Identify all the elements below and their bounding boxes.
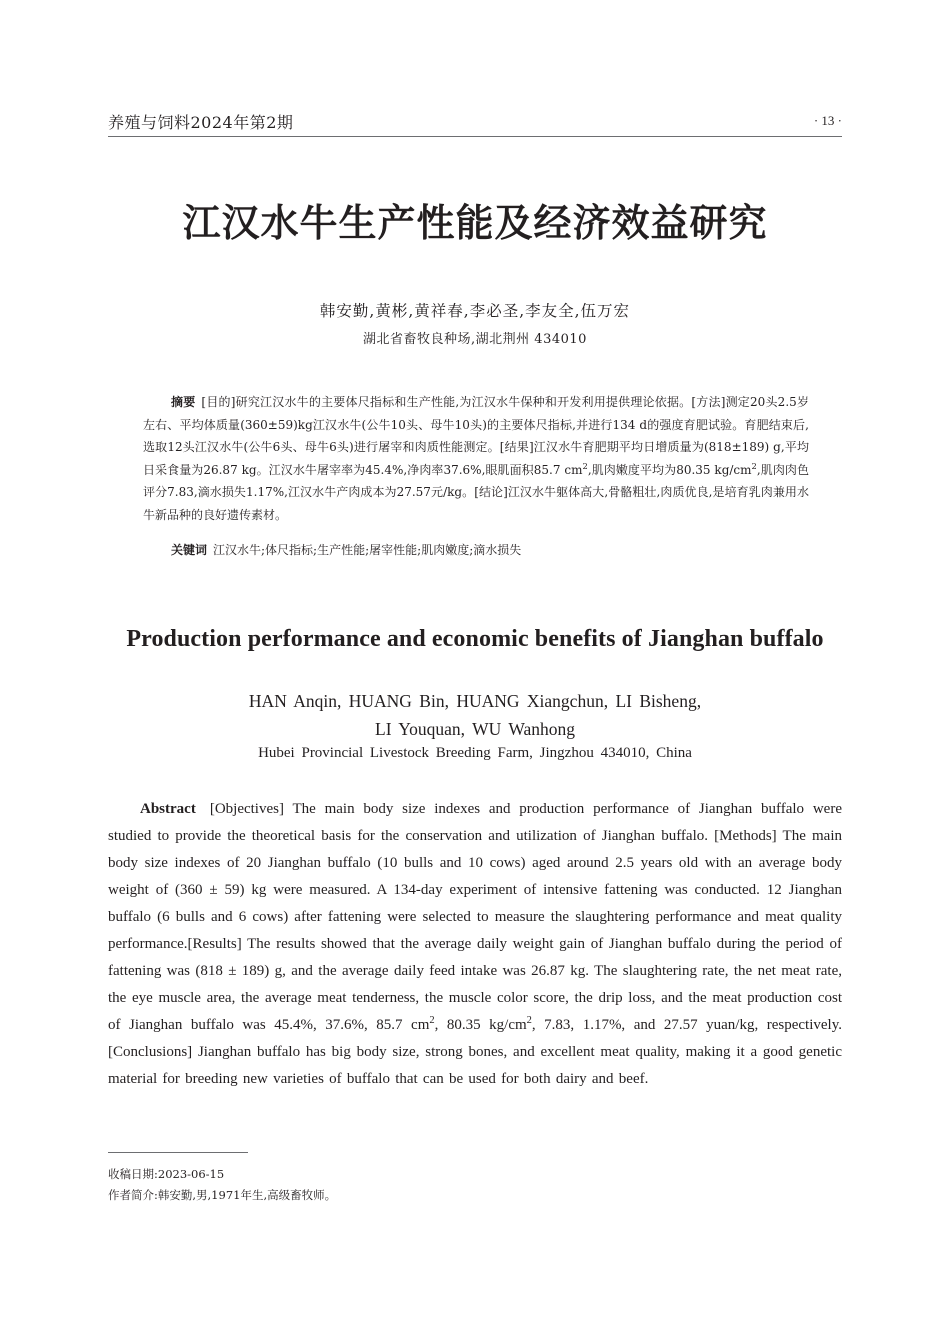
chinese-abstract-label: 摘要 bbox=[171, 395, 196, 409]
superscript: 2 bbox=[429, 1015, 435, 1026]
running-header bbox=[108, 110, 842, 137]
english-abstract-text: , 7.83, 1.17%, and 27.57 yuan/kg, respectively.[Conclusions] Jianghan buffalo has big body size, strong bones, and excellent meat quality, making it a good genetic material for breeding new varieties of buffalo that can be used for both dairy and beef. bbox=[108, 1017, 842, 1087]
superscript: 2 bbox=[526, 1015, 532, 1026]
chinese-abstract bbox=[143, 391, 809, 526]
english-authors-line: HAN Anqin, HUANG Bin, HUANG Xiangchun, LI Bisheng, bbox=[248, 691, 702, 711]
english-abstract-text: , 80.35 kg/cm bbox=[434, 1017, 527, 1033]
chinese-keywords-label: 关键词 bbox=[171, 543, 208, 557]
footnote-rule bbox=[108, 1152, 248, 1153]
page-number: · 13 · bbox=[813, 113, 842, 128]
superscript: 2 bbox=[582, 460, 588, 471]
chinese-affiliation: 湖北省畜牧良种场,湖北荆州 434010 bbox=[363, 332, 587, 347]
chinese-authors: 韩安勤,黄彬,黄祥春,李必圣,李友全,伍万宏 bbox=[319, 302, 631, 320]
english-authors-line: LI Youquan, WU Wanhong bbox=[375, 719, 575, 739]
chinese-abstract-text: ,肌肉嫩度平均为80.35 kg/cm bbox=[587, 462, 752, 477]
english-affiliation: Hubei Provincial Livestock Breeding Farm, Jingzhou 434010, China bbox=[258, 745, 692, 761]
chinese-abstract-text: ,肌肉肉色评分7.83,滴水损失1.17%,江汉水牛产肉成本为27.57元/kg。[结论]江汉水牛躯体高大,骨骼粗壮,肉质优良,是培育乳肉兼用水牛新品种的良好遗传素材。 bbox=[143, 462, 809, 522]
footnote-received-date: 收稿日期:2023-06-15 bbox=[108, 1167, 225, 1181]
english-abstract bbox=[108, 796, 842, 1093]
chinese-keywords bbox=[143, 539, 809, 561]
english-authors bbox=[0, 687, 950, 743]
footnote-author-bio: 作者简介:韩安勤,男,1971年生,高级畜牧师。 bbox=[108, 1188, 337, 1202]
chinese-abstract-text: [目的]研究江汉水牛的主要体尺指标和生产性能,为江汉水牛保种和开发利用提供理论依据。[方法]测定20头2.5岁左右、平均体质量(360±59)kg江汉水牛(公牛10头、母牛10头)的主要体尺指标,并进行134 d的强度育肥试验。育肥结束后,选取12头江汉水牛(公牛6头、母牛6头)进行屠宰和肉质性能测定。[结果]江汉水牛育肥期平均日增质量为(818±189) g,平均日采食量为26.87 kg。江汉水牛屠宰率为45.4%,净肉率37.6%,眼肌面积85.7 cm bbox=[143, 395, 809, 477]
chinese-keywords-text: 江汉水牛;体尺指标;生产性能;屠宰性能;肌肉嫩度;滴水损失 bbox=[213, 543, 522, 557]
english-abstract-text: [Objectives] The main body size indexes and production performance of Jianghan buffalo were studied to provide the theoretical basis for the conservation and utilization of Jianghan buffalo. [Methods] The main body size indexes of 20 Jianghan buffalo (10 bulls and 10 cows) aged around 2.5 years old with an average body weight of (360 ± 59) kg were measured. A 134-day experiment of intensive fattening was conducted. 12 Jianghan buffalo (6 bulls and 6 cows) after fattening were selected to measure the slaughtering performance and meat quality performance.[Results] The results showed that the average daily weight gain of Jianghan buffalo during the period of fattening was (818 ± 189) g, and the average daily feed intake was 26.87 kg. The slaughtering rate, the net meat rate, the eye muscle area, the average meat tenderness, the muscle color score, the drip loss, and the meat production cost of Jianghan buffalo was 45.4%, 37.6%, 85.7 cm bbox=[108, 801, 842, 1033]
chinese-title: 江汉水牛生产性能及经济效益研究 bbox=[182, 201, 768, 245]
journal-name: 养殖与饲料2024年第2期 bbox=[108, 113, 294, 132]
superscript: 2 bbox=[751, 460, 757, 471]
english-abstract-label: Abstract bbox=[140, 801, 196, 817]
english-title: Production performance and economic benefits of Jianghan buffalo bbox=[126, 626, 824, 652]
